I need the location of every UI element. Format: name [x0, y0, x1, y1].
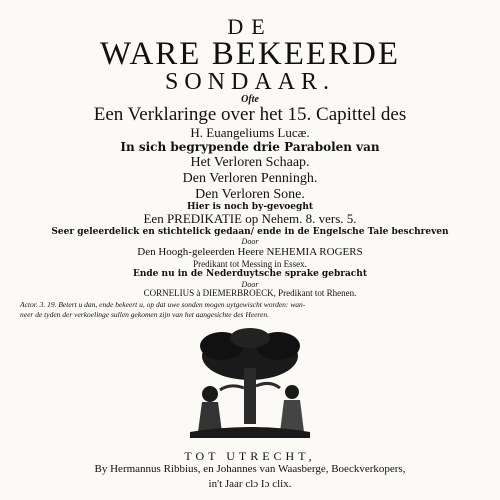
title-ofte: Ofte [241, 94, 259, 105]
imprint-year: in't Jaar clɔ Iɔ clix. [208, 478, 292, 490]
scripture-quote-1: Actor. 3. 19. Betert u dan, ende bekeert u, op dat uwe sonden mogen uytgewischt worden: wan- [20, 300, 306, 309]
title-sondaar: SONDAAR. [164, 69, 335, 95]
scripture-quote-2: neer de tyden der verkoelinge sullen gekomen zijn van het aangesichte des Heeren. [20, 310, 270, 319]
translation-note: Ende nu in de Nederduytsche sprake gebracht [132, 269, 367, 279]
title-de: DE [227, 14, 273, 39]
author-position: Predikant tot Messing in Essex. [193, 259, 307, 269]
parable-schaap: Het Verloren Schaap. [190, 155, 310, 170]
parable-penningh: Den Verloren Penningh. [182, 171, 318, 186]
subtitle-verklaringe: Een Verklaringe over het 15. Capittel des [93, 104, 407, 125]
imprint-printers: By Hermannus Ribbius, en Johannes van Waasberge, Boeckverkopers, [94, 463, 406, 475]
translator-line: CORNELIUS à DIEMERBROECK, Predikant tot Rhenen. [143, 288, 357, 298]
imprint-city: TOT UTRECHT, [184, 449, 316, 463]
added-note: Hier is noch by-gevoeght [186, 202, 314, 212]
door-label-2: Door [241, 280, 259, 289]
title-ware-bekeerde: WARE BEKEERDE [99, 36, 401, 72]
english-description: Seer geleerdelick en stichtelick gedaan/ ende in de Engelsche Tale beschreven [51, 227, 449, 237]
subtitle-parabolen: In sich begrypende drie Parabolen van [120, 140, 380, 154]
printers-device-icon [170, 328, 330, 440]
author-line: Den Hoogh-geleerden Heere NEHEMIA ROGERS [137, 246, 363, 258]
subtitle-euangelium: H. Euangeliums Lucæ. [190, 125, 310, 140]
door-label: Door [241, 237, 259, 246]
parable-sone: Den Verloren Sone. [195, 187, 305, 202]
predikatie-line: Een PREDIKATIE op Nehem. 8. vers. 5. [143, 211, 357, 226]
